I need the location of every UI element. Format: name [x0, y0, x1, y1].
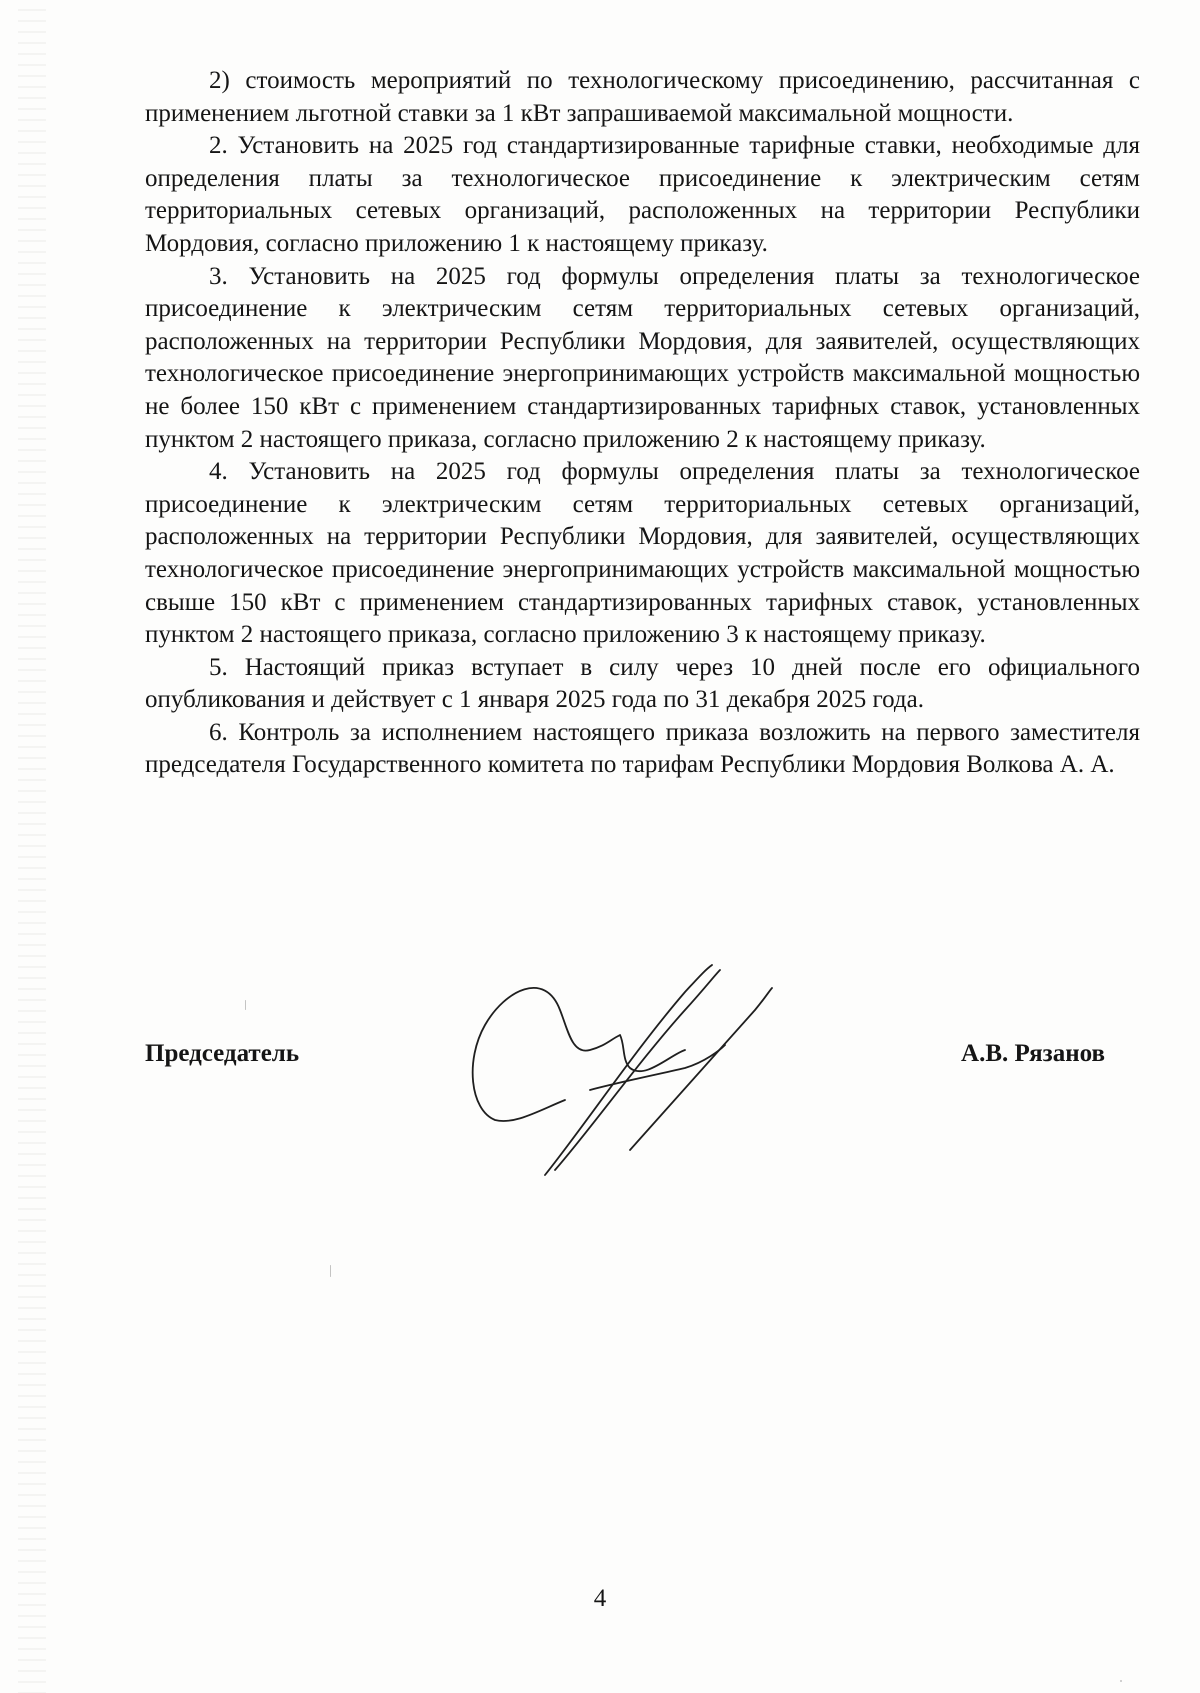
- signer-title: Председатель: [145, 1040, 300, 1067]
- paragraph-clause-5: 5. Настоящий приказ вступает в силу через 10 дней после его официального опубликования и действует с 1 января 2025 года по 31 декабря 2025 года.: [145, 653, 1140, 714]
- signer-name: А.В. Рязанов: [961, 1040, 1105, 1067]
- document-body: [145, 65, 1140, 782]
- page-number: 4: [593, 1585, 607, 1612]
- scan-speck: [1120, 1680, 1122, 1682]
- paragraph-clause-6: 6. Контроль за исполнением настоящего приказа возложить на первого заместителя председателя Государственного комитета по тарифам Республики Мордовия Волкова А. А.: [145, 718, 1140, 779]
- scan-speck: [700, 150, 702, 152]
- paragraph-clause-2: 2. Установить на 2025 год стандартизированные тарифные ставки, необходимые для определения платы за технологическое присоединение к электрическим сетям территориальных сетевых организаций, расположенных на территории Республики Мордовия, согласно приложению 1 к настоящему приказу.: [145, 132, 1140, 257]
- paragraph-clause-3: 3. Установить на 2025 год формулы определения платы за технологическое присоединение к электрическим сетям территориальных сетевых организаций, расположенных на территории Республики Мордовия, для заявителей, осуществляющих технологическое присоединение энергопринимающих устройств максимальной мощностью не более 150 кВт с применением стандартизированных тарифных ставок, установленных пунктом 2 настоящего приказа, согласно приложению 2 к настоящему приказу.: [145, 262, 1140, 453]
- paragraph-item-2-cost: 2) стоимость мероприятий по технологическому присоединению, рассчитанная с применением льготной ставки за 1 кВт запрашиваемой максимальной мощности.: [145, 67, 1140, 127]
- scan-speck: [330, 1265, 331, 1277]
- handwritten-signature: [470, 950, 850, 1185]
- paragraph-clause-4: 4. Установить на 2025 год формулы определения платы за технологическое присоединение к электрическим сетям территориальных сетевых организаций, расположенных на территории Республики Мордовия, для заявителей, осуществляющих технологическое присоединение энергопринимающих устройств максимальной мощностью свыше 150 кВт с применением стандартизированных тарифных ставок, установленных пунктом 2 настоящего приказа, согласно приложению 3 к настоящему приказу.: [145, 458, 1140, 649]
- scan-edge-artifact: [18, 0, 46, 1693]
- scan-speck: [245, 1000, 246, 1010]
